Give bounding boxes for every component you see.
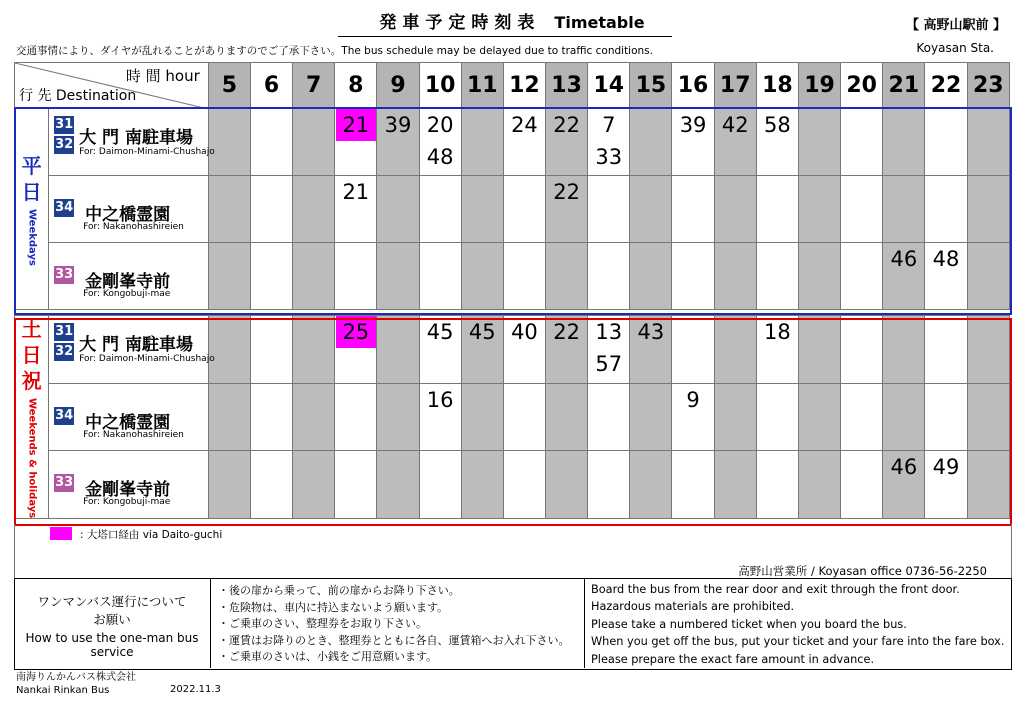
legend-swatch-daito	[50, 527, 72, 540]
departure-minute: 39	[679, 113, 707, 137]
departure-minute: 22	[553, 320, 580, 344]
time-cell-5	[208, 383, 250, 451]
departure-minute: 46	[890, 247, 918, 271]
departure-minute: 58	[764, 113, 791, 137]
time-cell-12	[503, 383, 545, 451]
hour-header-14: 14	[588, 63, 630, 109]
footer-title-jp-2: お願い	[93, 612, 131, 627]
destination-jp: 金剛峯寺前	[85, 272, 171, 292]
time-cell-23	[967, 316, 1009, 384]
time-cell-19	[798, 108, 840, 176]
hour-header-6: 6	[250, 63, 292, 109]
departure-minute: 45	[426, 320, 454, 344]
time-cell-22	[925, 383, 967, 451]
time-cell-23	[967, 176, 1009, 243]
time-cell-21	[883, 383, 925, 451]
hour-header-7: 7	[293, 63, 335, 109]
time-cell-14	[588, 243, 630, 310]
hour-header-10: 10	[419, 63, 461, 109]
time-cell-10	[419, 316, 461, 384]
route-numbers	[53, 265, 75, 285]
destination-cell	[49, 176, 209, 243]
time-cell-18	[756, 451, 798, 519]
departure-minute: 13	[595, 320, 623, 344]
time-cell-6	[250, 451, 292, 519]
time-cell-17	[714, 383, 756, 451]
time-cell-7	[293, 383, 335, 451]
time-cell-7	[293, 316, 335, 384]
route-number-badge: 34	[53, 198, 75, 218]
day-label-jp: 日	[21, 179, 42, 204]
time-cell-8	[335, 243, 377, 310]
time-cell-18	[756, 383, 798, 451]
hour-header-13: 13	[546, 63, 588, 109]
time-cell-21	[883, 176, 925, 243]
destination-en: For: Nakanohashireien	[83, 222, 184, 232]
time-cell-21	[883, 108, 925, 176]
departure-minute: 22	[553, 113, 580, 137]
departure-minute: 48	[932, 247, 960, 271]
route-row	[15, 451, 1010, 519]
time-cell-10	[419, 243, 461, 310]
time-cell-12	[503, 243, 545, 310]
departure-minute: 46	[890, 455, 918, 480]
day-label-jp: 日	[21, 343, 42, 367]
time-cell-9	[377, 243, 419, 310]
time-cell-22	[925, 108, 967, 176]
time-cell-13	[546, 108, 588, 176]
time-cell-11	[461, 108, 503, 176]
departure-minute: 42	[721, 113, 749, 137]
hour-header-12: 12	[503, 63, 545, 109]
time-cell-8	[335, 108, 377, 176]
time-cell-9	[377, 383, 419, 451]
route-number-badge: 32	[53, 135, 75, 155]
destination-en: For: Kongobuji-mae	[83, 497, 171, 508]
legend-text: : 大塔口経由 via Daito-guchi	[80, 529, 223, 541]
time-cell-18	[756, 108, 798, 176]
day-label-en: Weekdays	[26, 208, 38, 266]
departure-minute: 9	[686, 387, 700, 412]
title-en: Timetable	[554, 13, 645, 32]
destination-jp: 中之橋霊園	[85, 412, 171, 433]
time-cell-8	[335, 176, 377, 243]
time-cell-15	[630, 243, 672, 310]
route-number-badge: 31	[53, 322, 75, 342]
time-cell-16	[672, 243, 714, 310]
hour-header-8: 8	[335, 63, 377, 109]
title-underline	[338, 36, 672, 37]
hour-header-17: 17	[714, 63, 756, 109]
hour-header-20: 20	[841, 63, 883, 109]
time-cell-8	[335, 316, 377, 384]
destination-en: For: Nakanohashireien	[83, 429, 184, 440]
time-cell-12	[503, 108, 545, 176]
time-cell-7	[293, 243, 335, 310]
time-cell-8	[335, 383, 377, 451]
time-cell-5	[208, 451, 250, 519]
time-cell-12	[503, 451, 545, 519]
company-name-jp: 南海りんかんバス株式会社	[16, 672, 136, 683]
company-name	[16, 671, 136, 697]
time-cell-7	[293, 451, 335, 519]
time-cell-14	[588, 316, 630, 384]
hour-header-16: 16	[672, 63, 714, 109]
hour-header-5: 5	[208, 63, 250, 109]
route-number-badge: 31	[53, 115, 75, 135]
departure-minute: 49	[932, 455, 960, 480]
time-cell-20	[841, 451, 883, 519]
route-numbers	[53, 198, 75, 218]
route-number-badge: 33	[53, 473, 75, 493]
departure-minute: 20	[426, 113, 454, 137]
route-row	[15, 383, 1010, 451]
rules-en-list	[591, 581, 1004, 668]
time-cell-11	[461, 176, 503, 243]
title-jp: 発車予定時刻表	[379, 13, 541, 33]
time-cell-5	[208, 243, 250, 310]
departure-minute: 39	[384, 113, 412, 137]
weekdays-label	[15, 108, 49, 310]
time-cell-23	[967, 383, 1009, 451]
time-cell-17	[714, 316, 756, 384]
destination-jp: 大 門 南駐車場	[79, 128, 193, 148]
time-cell-5	[208, 316, 250, 384]
issue-date: 2022.11.3	[170, 684, 221, 695]
departure-minute: 33	[595, 145, 623, 169]
rule-jp: ・運賃はお降りのとき、整理券とともに各自、運賃箱へお入れ下さい。	[218, 633, 570, 647]
time-cell-6	[250, 243, 292, 310]
destination-jp: 金剛峯寺前	[85, 480, 171, 501]
route-numbers	[53, 473, 75, 493]
hour-header-18: 18	[756, 63, 798, 109]
route-row	[15, 108, 1010, 176]
station-name-en: Koyasan Sta.	[916, 41, 994, 55]
time-cell-6	[250, 316, 292, 384]
time-cell-15	[630, 108, 672, 176]
time-cell-13	[546, 316, 588, 384]
departure-minute: 24	[511, 113, 538, 137]
time-cell-13	[546, 176, 588, 243]
time-cell-22	[925, 316, 967, 384]
time-cell-19	[798, 451, 840, 519]
route-numbers	[53, 406, 75, 426]
day-label-jp: 祝	[21, 369, 42, 393]
departure-minute: 40	[511, 320, 538, 344]
page-title	[0, 8, 1024, 33]
time-cell-14	[588, 108, 630, 176]
time-cell-17	[714, 243, 756, 310]
time-cell-10	[419, 108, 461, 176]
footer-divider	[584, 578, 585, 668]
time-cell-19	[798, 176, 840, 243]
hour-header-15: 15	[630, 63, 672, 109]
time-cell-16	[672, 108, 714, 176]
time-cell-14	[588, 451, 630, 519]
time-cell-23	[967, 108, 1009, 176]
time-cell-7	[293, 176, 335, 243]
time-cell-23	[967, 451, 1009, 519]
weekends-label	[15, 316, 49, 519]
day-label-jp: 平	[21, 153, 42, 178]
route-row	[15, 176, 1010, 243]
time-cell-16	[672, 316, 714, 384]
time-cell-6	[250, 176, 292, 243]
time-cell-21	[883, 451, 925, 519]
time-cell-8	[335, 451, 377, 519]
departure-minute: 57	[595, 352, 623, 376]
destination-en: For: Daimon-Minami-Chushajo	[79, 354, 215, 364]
time-cell-21	[883, 316, 925, 384]
footer-title-jp-1: ワンマンバス運行について	[37, 594, 187, 609]
hour-header-9: 9	[377, 63, 419, 109]
time-cell-10	[419, 176, 461, 243]
destination-cell	[49, 451, 209, 519]
time-cell-18	[756, 243, 798, 310]
time-cell-9	[377, 108, 419, 176]
time-cell-11	[461, 383, 503, 451]
time-cell-15	[630, 316, 672, 384]
route-numbers	[53, 322, 75, 362]
time-cell-5	[208, 176, 250, 243]
rule-jp: ・危険物は、車内に持込まないよう願います。	[218, 600, 449, 614]
time-cell-15	[630, 451, 672, 519]
destination-cell	[49, 316, 215, 384]
header-corner	[15, 63, 209, 109]
time-cell-20	[841, 108, 883, 176]
time-cell-22	[925, 451, 967, 519]
time-cell-11	[461, 316, 503, 384]
time-cell-5	[208, 108, 250, 176]
time-cell-6	[250, 108, 292, 176]
time-cell-12	[503, 316, 545, 384]
time-cell-10	[419, 451, 461, 519]
route-number-badge: 34	[53, 406, 75, 426]
departure-minute: 43	[637, 320, 665, 344]
time-cell-9	[377, 451, 419, 519]
hour-header-23: 23	[967, 63, 1009, 109]
time-cell-10	[419, 383, 461, 451]
route-number-badge: 32	[53, 342, 75, 362]
destination-jp: 大 門 南駐車場	[79, 335, 193, 355]
departure-minute: 21	[342, 180, 370, 204]
departure-minute: 21	[336, 109, 376, 141]
departure-minute: 16	[426, 387, 454, 412]
route-row	[15, 243, 1010, 310]
departure-minute: 7	[602, 113, 616, 137]
time-cell-20	[841, 243, 883, 310]
time-cell-20	[841, 176, 883, 243]
hour-header-label: 時 間 hour	[125, 67, 200, 85]
rule-en: When you get off the bus, put your ticket and your fare into the fare box.	[591, 635, 1005, 649]
delay-notice: 交通事情により、ダイヤが乱れることがありますのでご了承下さい。The bus schedule may be delayed due to traffic conditions.	[16, 45, 653, 57]
destination-header-label: 行 先 Destination	[19, 88, 137, 104]
footer-title-cell	[14, 578, 211, 668]
time-cell-17	[714, 451, 756, 519]
time-cell-14	[588, 176, 630, 243]
time-cell-12	[503, 176, 545, 243]
departure-minute: 18	[764, 320, 791, 344]
timetable-grid	[14, 62, 1010, 519]
footer-title-en: How to use the one-man bus service	[25, 631, 199, 659]
rules-jp-list	[218, 583, 570, 666]
time-cell-11	[461, 451, 503, 519]
day-label-jp: 土	[21, 317, 42, 341]
time-cell-21	[883, 243, 925, 310]
departure-minute: 45	[468, 320, 496, 344]
route-number-badge: 33	[53, 265, 75, 285]
time-cell-13	[546, 243, 588, 310]
destination-cell	[49, 108, 215, 176]
time-cell-18	[756, 176, 798, 243]
route-row	[15, 316, 1010, 384]
time-cell-22	[925, 176, 967, 243]
time-cell-13	[546, 383, 588, 451]
time-cell-20	[841, 383, 883, 451]
hour-header-21: 21	[883, 63, 925, 109]
rule-en: Please prepare the exact fare amount in advance.	[591, 652, 875, 666]
time-cell-19	[798, 383, 840, 451]
time-cell-11	[461, 243, 503, 310]
time-cell-17	[714, 108, 756, 176]
time-cell-15	[630, 383, 672, 451]
time-cell-20	[841, 316, 883, 384]
rule-en: Hazardous materials are prohibited.	[591, 600, 795, 614]
destination-jp: 中之橋霊園	[85, 205, 171, 225]
time-cell-6	[250, 383, 292, 451]
rule-jp: ・ご乗車のさい、整理券をお取り下さい。	[218, 617, 427, 630]
rule-en: Board the bus from the rear door and exit through the front door.	[591, 583, 960, 596]
time-cell-19	[798, 316, 840, 384]
destination-cell	[49, 243, 209, 310]
day-label-en: Weekends & holidays	[26, 398, 38, 519]
departure-minute: 25	[336, 316, 376, 348]
hour-header-11: 11	[461, 63, 503, 109]
departure-minute: 22	[553, 180, 580, 204]
time-cell-18	[756, 316, 798, 384]
time-cell-14	[588, 383, 630, 451]
destination-en: For: Kongobuji-mae	[83, 289, 171, 299]
time-cell-23	[967, 243, 1009, 310]
time-cell-17	[714, 176, 756, 243]
departure-minute: 48	[426, 145, 454, 169]
time-cell-9	[377, 176, 419, 243]
rule-en: Please take a numbered ticket when you board the bus.	[591, 617, 907, 631]
hour-header-19: 19	[798, 63, 840, 109]
destination-en: For: Daimon-Minami-Chushajo	[79, 147, 215, 157]
rule-jp: ・後の扉から乗って、前の扉からお降り下さい。	[218, 584, 460, 597]
station-name-jp: 【 高野山駅前 】	[905, 18, 1006, 33]
time-cell-9	[377, 316, 419, 384]
time-cell-22	[925, 243, 967, 310]
time-cell-16	[672, 176, 714, 243]
destination-cell	[49, 383, 209, 451]
time-cell-7	[293, 108, 335, 176]
time-cell-16	[672, 383, 714, 451]
company-name-en: Nankai Rinkan Bus	[16, 685, 110, 696]
time-cell-16	[672, 451, 714, 519]
hour-header-22: 22	[925, 63, 967, 109]
time-cell-19	[798, 243, 840, 310]
route-numbers	[53, 115, 75, 155]
office-contact: 高野山営業所 / Koyasan office 0736-56-2250	[738, 564, 987, 578]
time-cell-15	[630, 176, 672, 243]
time-cell-13	[546, 451, 588, 519]
rule-jp: ・ご乗車のさいは、小銭をご用意願います。	[218, 650, 438, 663]
